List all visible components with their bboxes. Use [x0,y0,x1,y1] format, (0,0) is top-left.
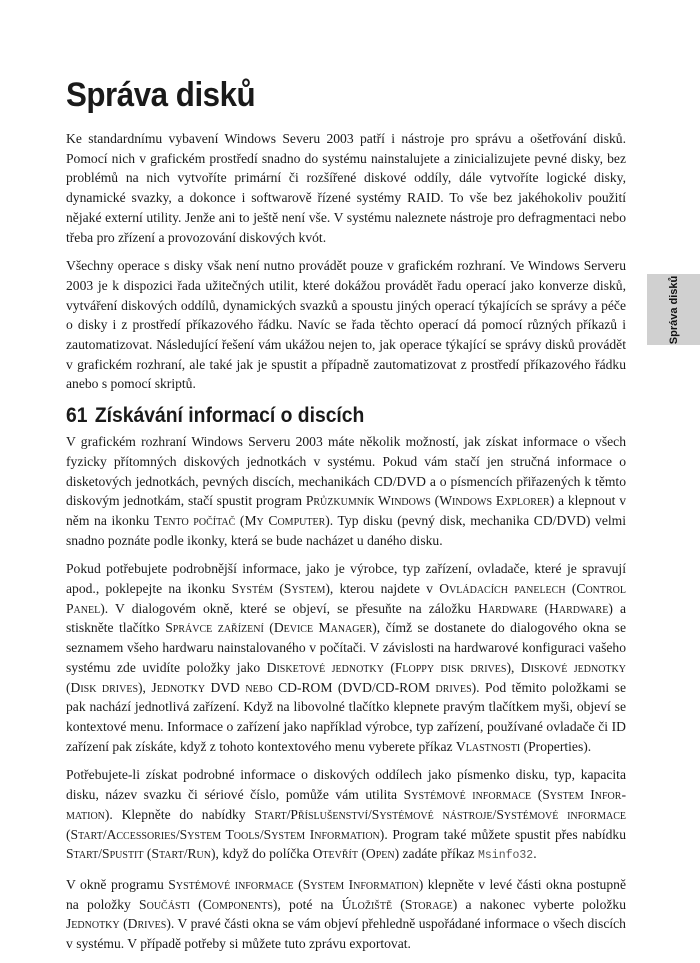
chapter-side-tab [647,274,700,345]
command-msinfo32: Msinfo32 [478,849,534,863]
page-content [66,76,626,963]
section-paragraph-4: V okně programu Systémové informace (System Information) klepněte v levé části okna postupně na položky Součásti (Components), poté na Úložiště (Storage) a nakonec vyberte položku Jednotky (Drives). V pravé části okna se vám objeví přehledně uspořádané informace o všech discích v systému. V případě potřeby si můžete tuto zprávu exportovat. [66,876,626,952]
intro-paragraph-1: Ke standardnímu vybavení Windows Severu 2003 patří i nástroje pro správu a ošetřování disků. Pomocí nich v grafickém prostředí snadno do systému nainstalujete a zinicializujete pevné disky, bez problémů na nich vytvoříte primární či rozšířené diskové oddíly, dále vytvoříte logické disky, dynamické svazky, a dokonce i softwarově řízené systémy RAID. To vše bez jakéhokoliv použití nějaké externí utility. Jenže ani to ještě není vše. V systému naleznete nástroje pro defragmentaci nebo třeba pro zřízení a provozování diskových kvót. [66,131,626,245]
section-paragraph-3: Potřebujete-li získat podrobné informace o diskových oddílech jako písmenko disku, typ, kapacita disku, název svazku či sériové číslo, pomůže vám utilita Systémové informace (System Information). Klepněte do nabídky Start/Příslušenství/Systémové nástroje/Systémové informace (Start/Accessories/System Tools/System Information). Program také můžete spustit přes nabídku Start/Spustit (Start/Run), když do políčka Otevřít (Open) zadáte příkaz Msinfo32. [66,767,627,863]
section-title: Získávání informací o discích [94,404,365,428]
section-heading [66,404,581,428]
section-number: 61 [66,404,88,428]
chapter-side-tab-label: Správa disků [667,275,680,344]
section-paragraph-1: V grafickém rozhraní Windows Serveru 2003 máte několik možností, jak získat informace o všech fyzicky přítomných diskových jednotkách v systému. Pokud vám stačí jen stručná informace o disketových jednotkách, pevných discích, mechanikách CD/DVD a o písmencích přiřazených k těmto diskovým jednotkám, stačí spustit program Průzkumník Windows (Windows Explorer) a klepnout v něm na ikonku Tento počítač (My Computer). Typ disku (pevný disk, mechanika CD/DVD) velmi snadno poznáte podle ikonky, která se bude nacházet u daného disku. [66,434,627,548]
intro-paragraph-2: Všechny operace s disky však není nutno provádět pouze v grafickém rozhraní. Ve Windows Serveru 2003 je k dispozici řada užitečných utilit, které dokážou provádět řadu operací jako konverze disků, vytváření diskových oddílů, dynamických svazků a spoustu jiných operací týkajících se správy a péče o disky i z prostředí příkazového řádku. Navíc se řada těchto operací dá pomocí různých příkazů i zautomatizovat. Následující řešení vám ukážou nejen to, jak operace týkající se správy disků provádět v grafickém rozhraní, ale také jak je spustit a případně zautomatizovat z prostředí příkazového řádku anebo s pomocí skriptů. [66,258,626,392]
chapter-title: Správa disků [66,76,256,114]
section-paragraph-2: Pokud potřebujete podrobnější informace, jako je výrobce, typ zařízení, ovladače, které je spravují apod., poklepejte na ikonku Systém (System), kterou najdete v Ovládacích panelech (Control Panel). V dialogovém okně, které se objeví, se přesuňte na záložku Hardware (Hardware) a stiskněte tlačítko Správce zařízení (Device Manager), čímž se dostanete do dialogového okna se seznamem všeho hardwaru nainstalovaného v počítači. V závislosti na hardwarové konfiguraci vašeho systému zde uvidíte položky jako Disketové jednotky (Floppy disk drives), Diskové jednotky (Disk drives), Jednotky DVD nebo CD-ROM (DVD/CD-ROM drives). Pod těmito položkami se pak nachází jednotlivá zařízení. Když na libovolné tlačítko klepnete pravým tlačítkem myši, objeví se kontextové menu. Informace o zařízení jako například výrobce, typ zařízení, používané ovladače či ID zařízení pak získáte, když z tohoto kontextového menu vyberete příkaz Vlastnosti (Properties). [66,561,627,754]
